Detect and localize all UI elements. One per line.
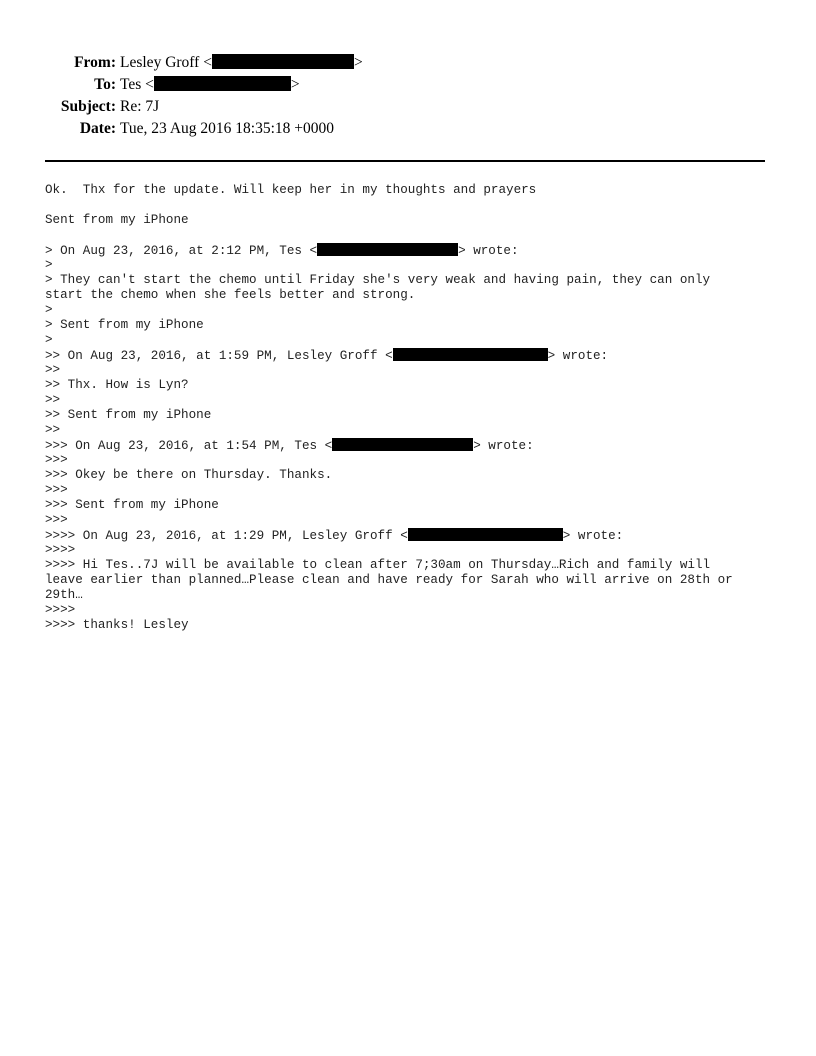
email-body (45, 183, 775, 633)
quote-header-suffix: > wrote: (473, 439, 534, 453)
quote-line: > (45, 258, 53, 272)
quote-line: >> Thx. How is Lyn? (45, 378, 189, 392)
quote-line: leave earlier than planned…Please clean and have ready for Sarah who will arrive on 28th or (45, 573, 733, 587)
quote-line: >>>> Hi Tes..7J will be available to clean after 7;30am on Thursday…Rich and family will (45, 558, 711, 572)
quote-header-suffix: > wrote: (547, 349, 609, 363)
redacted-email-block (154, 76, 291, 91)
quote-line: start the chemo when she feels better and strong. (45, 288, 416, 302)
subject-value: Re: 7J (120, 98, 160, 115)
date-value: Tue, 23 Aug 2016 18:35:18 +0000 (120, 120, 334, 137)
quote-line: >> (45, 423, 61, 437)
blank-line (45, 198, 775, 213)
from-close: > (353, 54, 363, 71)
quote-header-suffix: > wrote: (458, 244, 519, 258)
quote-line: >>>> (45, 603, 76, 617)
quote-header-line (45, 438, 775, 453)
quote-line: > (45, 333, 53, 347)
from-label: From: (74, 54, 116, 71)
to-row (0, 74, 363, 96)
quote-line: >> (45, 393, 61, 407)
quote-header-prefix: >>> On Aug 23, 2016, at 1:54 PM, Tes < (45, 439, 333, 453)
quote-line: >>>> thanks! Lesley (45, 618, 189, 632)
to-value (120, 74, 300, 96)
signature-line: Sent from my iPhone (45, 213, 189, 227)
quote-header-line (45, 528, 775, 543)
quote-header-line (45, 348, 775, 363)
from-name: Lesley Groff < (120, 54, 212, 71)
redacted-email-block (408, 528, 563, 541)
quote-header-line (45, 243, 775, 258)
to-name: Tes < (120, 76, 154, 93)
quote-header-prefix: >>>> On Aug 23, 2016, at 1:29 PM, Lesley Groff < (45, 529, 408, 543)
quote-line: > Sent from my iPhone (45, 318, 204, 332)
quote-line: >>> Sent from my iPhone (45, 498, 219, 512)
redacted-email-block (212, 54, 354, 69)
subject-label: Subject: (60, 98, 116, 115)
body-line: Ok. Thx for the update. Will keep her in my thoughts and prayers (45, 183, 537, 197)
quote-header-suffix: > wrote: (562, 529, 624, 543)
redacted-email-block (393, 348, 548, 361)
redacted-email-block (332, 438, 473, 451)
quote-line: 29th… (45, 588, 83, 602)
quote-line: >>> (45, 453, 68, 467)
blank-line (45, 228, 775, 243)
to-label: To: (94, 76, 116, 93)
redacted-email-block (317, 243, 458, 256)
quote-header-prefix: >> On Aug 23, 2016, at 1:59 PM, Lesley Groff < (45, 349, 393, 363)
quote-line: > They can't start the chemo until Friday she's very weak and having pain, they can only (45, 273, 711, 287)
to-close: > (290, 76, 300, 93)
quote-line: > (45, 303, 53, 317)
quote-line: >>>> (45, 543, 76, 557)
quote-line: >> (45, 363, 61, 377)
quote-line: >>> Okey be there on Thursday. Thanks. (45, 468, 333, 482)
header-divider (45, 160, 765, 162)
quote-header-prefix: > On Aug 23, 2016, at 2:12 PM, Tes < (45, 244, 318, 258)
subject-row (0, 96, 363, 118)
quote-line: >>> (45, 513, 68, 527)
date-label: Date: (79, 120, 116, 137)
date-row (0, 118, 363, 140)
email-header (0, 52, 363, 140)
from-value (120, 52, 363, 74)
quote-line: >> Sent from my iPhone (45, 408, 212, 422)
from-row (0, 52, 363, 74)
quote-line: >>> (45, 483, 68, 497)
